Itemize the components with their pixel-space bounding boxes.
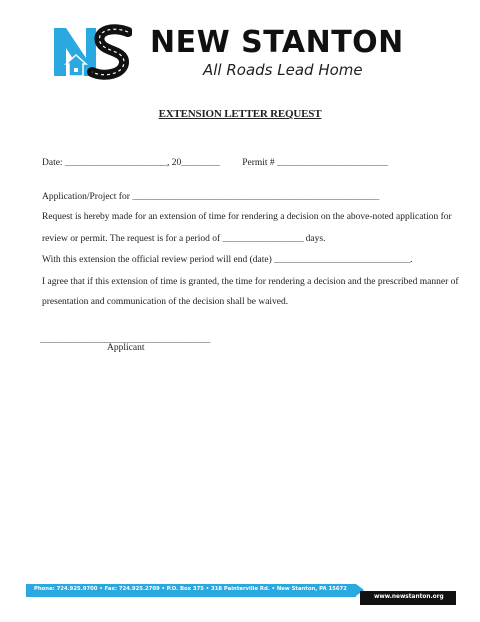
days-label: days. [305,234,326,244]
org-tagline: All Roads Lead Home [203,61,363,79]
signature-label: Applicant [107,343,145,353]
permit-label: Permit # [242,158,275,168]
footer-contact: Phone: 724.925.9700 • Fax: 724.925.2709 • P.O. Box 375 • 318 Painterville Rd. • New Stanton, PA 15672 [34,586,347,592]
agree-line-1: I agree that if this extension of time is granted, the time for rendering a decision and the prescribed manner of [42,277,459,287]
application-line [42,192,379,202]
document-title: EXTENSION LETTER REQUEST [158,108,322,120]
request-line-2 [42,234,325,244]
application-label: Application/Project for [42,192,130,202]
request-text: review or permit. The request is for a period of [42,234,221,244]
permit-blank: __________________________ [277,158,388,168]
footer-website: www.newstanton.org [374,594,444,600]
request-line-1: Request is hereby made for an extension of time for rendering a decision on the above-noted application for [42,212,452,222]
review-text: With this extension the official review period will end (date) [42,255,272,265]
period-blank: ___________________ [222,234,304,244]
review-blank: ________________________________ [274,255,411,265]
year-blank: _________ [181,158,220,168]
org-name: NEW STANTON [150,25,404,60]
signature-blank: ________________________________________ [40,335,210,345]
year-prefix: , 20 [166,158,182,168]
application-blank: __________________________________________________________ [132,192,379,202]
review-period: . [410,255,413,265]
date-label: Date: [42,158,63,168]
agree-line-2: presentation and communication of the decision shall be waived. [42,297,289,307]
date-permit-line [42,158,388,168]
ns-road-house-logo-icon [52,24,132,80]
review-end-line [42,255,413,265]
date-blank: ________________________ [64,158,167,168]
